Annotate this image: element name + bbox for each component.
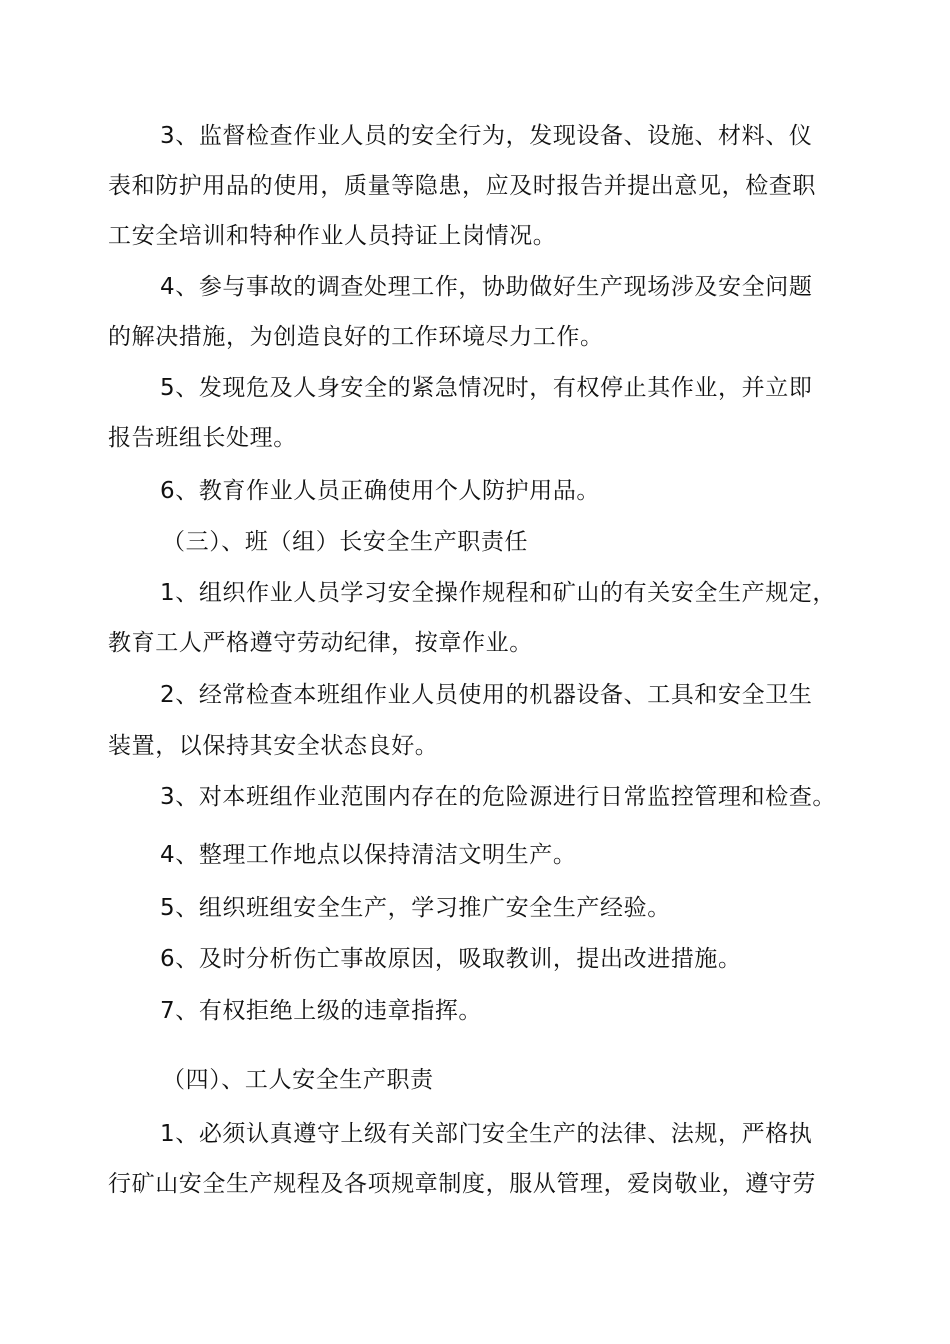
paragraph-line: 装置，以保持其安全状态良好。 bbox=[108, 733, 439, 759]
paragraph-line: 行矿山安全生产规程及各项规章制度，服从管理，爱岗敬业，遵守劳 bbox=[108, 1171, 816, 1197]
paragraph-line: 7、有权拒绝上级的违章指挥。 bbox=[160, 998, 483, 1024]
paragraph-line: 3、监督检查作业人员的安全行为，发现设备、设施、材料、仪 bbox=[160, 123, 813, 149]
paragraph-line: 4、参与事故的调查处理工作，协助做好生产现场涉及安全问题 bbox=[160, 274, 813, 300]
paragraph-line: 6、及时分析伤亡事故原因，吸取教训，提出改进措施。 bbox=[160, 946, 742, 972]
paragraph-line: 1、组织作业人员学习安全操作规程和矿山的有关安全生产规定， bbox=[160, 580, 837, 606]
section-heading: （四）、工人安全生产职责 bbox=[162, 1067, 434, 1093]
paragraph-line: 4、整理工作地点以保持清洁文明生产。 bbox=[160, 842, 577, 868]
paragraph-line: 报告班组长处理。 bbox=[108, 425, 297, 451]
paragraph-line: 5、组织班组安全生产，学习推广安全生产经验。 bbox=[160, 895, 671, 921]
paragraph-line: 1、必须认真遵守上级有关部门安全生产的法律、法规，严格执 bbox=[160, 1121, 813, 1147]
paragraph-line: 2、经常检查本班组作业人员使用的机器设备、工具和安全卫生 bbox=[160, 682, 813, 708]
paragraph-line: 3、对本班组作业范围内存在的危险源进行日常监控管理和检查。 bbox=[160, 784, 837, 810]
paragraph-line: 的解决措施，为创造良好的工作环境尽力工作。 bbox=[108, 324, 604, 350]
paragraph-line: 教育工人严格遵守劳动纪律，按章作业。 bbox=[108, 630, 533, 656]
section-heading: （三）、班（组）长安全生产职责任 bbox=[162, 529, 529, 555]
paragraph-line: 表和防护用品的使用，质量等隐患，应及时报告并提出意见，检查职 bbox=[108, 173, 816, 199]
paragraph-line: 6、教育作业人员正确使用个人防护用品。 bbox=[160, 478, 601, 504]
paragraph-line: 工安全培训和特种作业人员持证上岗情况。 bbox=[108, 223, 557, 249]
paragraph-line: 5、发现危及人身安全的紧急情况时，有权停止其作业，并立即 bbox=[160, 375, 813, 401]
